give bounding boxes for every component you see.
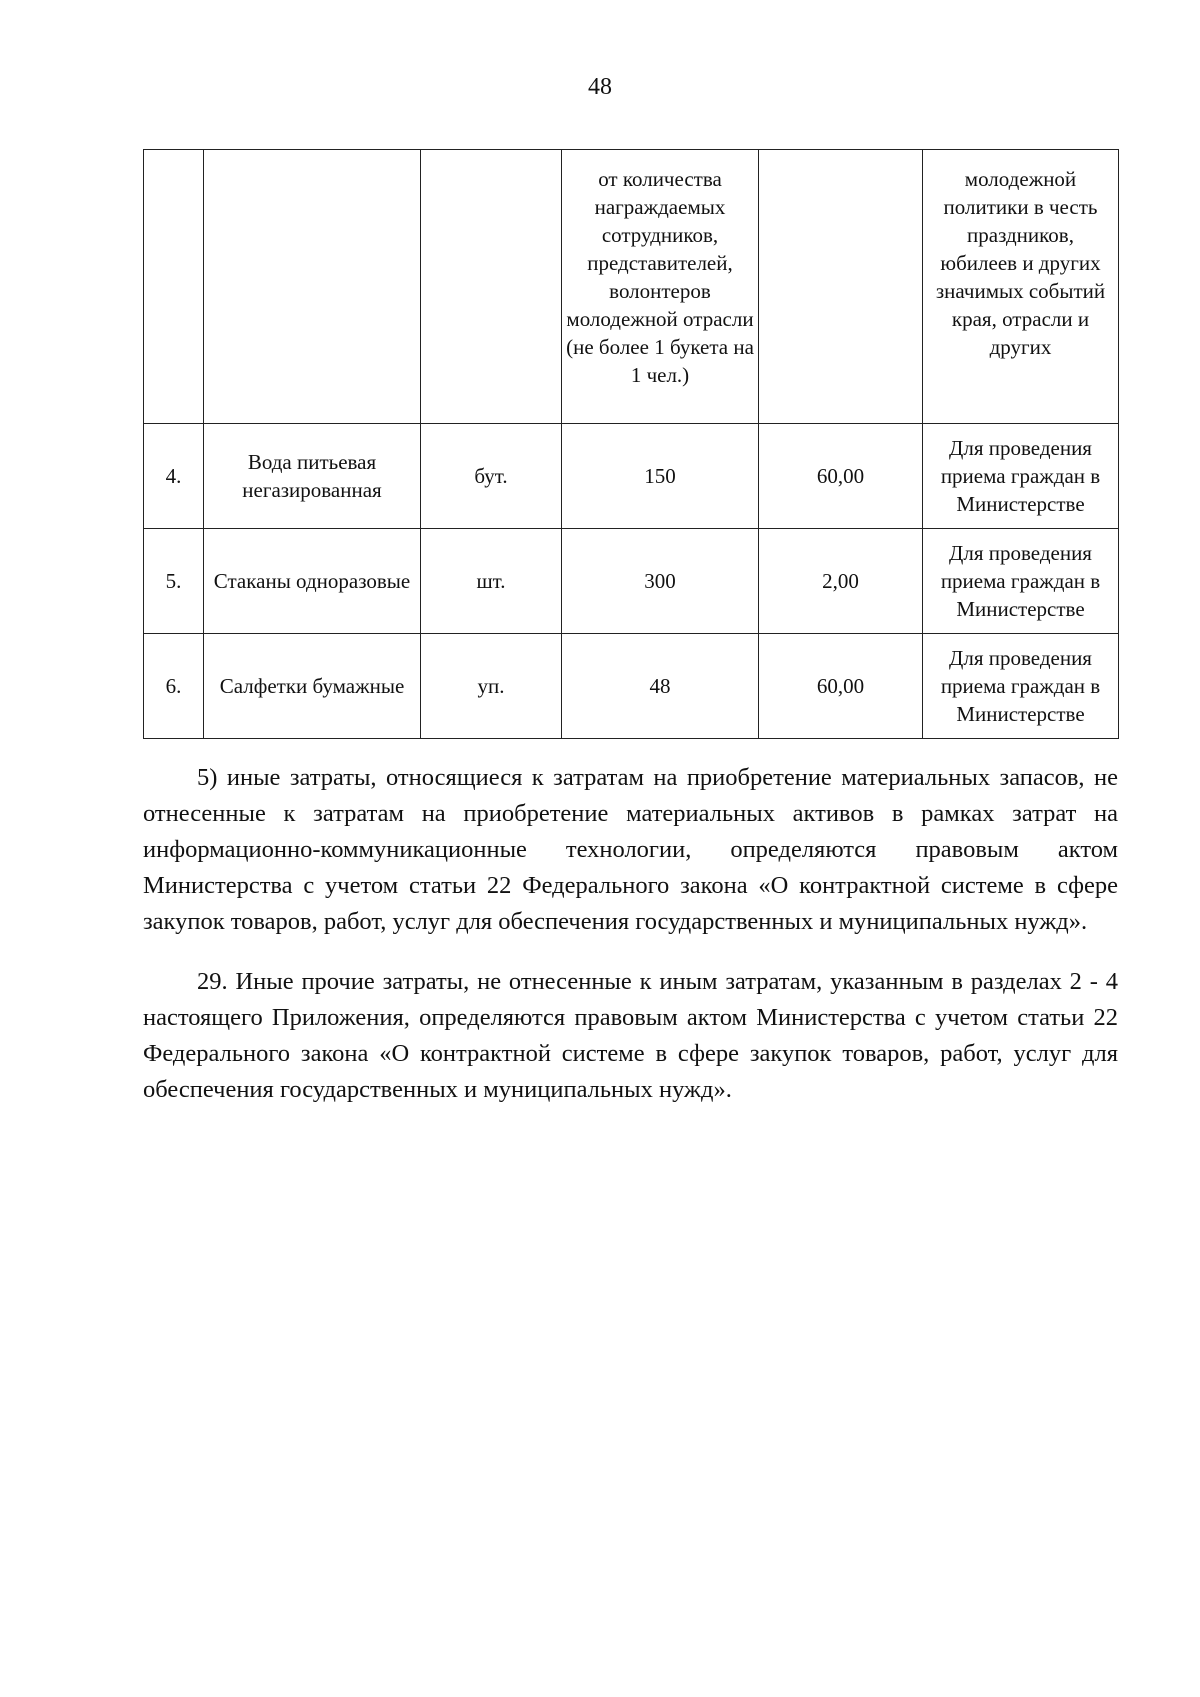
cell-number: 5. [144, 529, 204, 634]
paragraph-29: 29. Иные прочие затраты, не отнесенные к иным затратам, указанным в разделах 2 - 4 настоящего Приложения, определяются правовым актом Министерства с учетом статьи 22 Федерального закона «О контрактной системе в сфере закупок товаров, работ, услуг для обеспечения государственных и муниципальных нужд». [143, 968, 1118, 1103]
cell-unit: шт. [421, 529, 562, 634]
cell-number [144, 150, 204, 424]
cell-price: 60,00 [759, 424, 923, 529]
cell-purpose: Для проведения приема граждан в Министерстве [923, 424, 1119, 529]
costs-table [143, 149, 1119, 739]
cell-name: Стаканы одноразовые [204, 529, 421, 634]
table-row [144, 634, 1119, 739]
cell-unit [421, 150, 562, 424]
cell-quantity: от количества награждаемых сотрудников, представителей, волонтеров молодежной отрасли (не более 1 букета на 1 чел.) [562, 150, 759, 424]
cell-purpose: молодежной политики в честь праздников, юбилеев и других значимых событий края, отрасли и других [923, 150, 1119, 424]
cell-price: 2,00 [759, 529, 923, 634]
cell-purpose: Для проведения приема граждан в Министерстве [923, 529, 1119, 634]
cell-name [204, 150, 421, 424]
page-number: 48 [588, 74, 612, 100]
cell-unit: бут. [421, 424, 562, 529]
cell-price [759, 150, 923, 424]
paragraph-other-costs: 5) иные затраты, относящиеся к затратам на приобретение материальных запасов, не отнесенные к затратам на приобретение материальных активов в рамках затрат на информационно-коммуникационные технологии, определяются правовым актом Министерства с учетом статьи 22 Федерального закона «О контрактной системе в сфере закупок товаров, работ, услуг для обеспечения государственных и муниципальных нужд». [143, 764, 1118, 935]
cell-price: 60,00 [759, 634, 923, 739]
cell-name: Вода питьевая негазированная [204, 424, 421, 529]
table-row [144, 424, 1119, 529]
body-text [143, 760, 1118, 1132]
cell-quantity: 300 [562, 529, 759, 634]
table-row [144, 529, 1119, 634]
cell-name: Салфетки бумажные [204, 634, 421, 739]
cell-number: 6. [144, 634, 204, 739]
table-row-continuation [144, 150, 1119, 424]
cell-purpose: Для проведения приема граждан в Министерстве [923, 634, 1119, 739]
cell-quantity: 48 [562, 634, 759, 739]
cell-quantity: 150 [562, 424, 759, 529]
cell-number: 4. [144, 424, 204, 529]
cell-unit: уп. [421, 634, 562, 739]
